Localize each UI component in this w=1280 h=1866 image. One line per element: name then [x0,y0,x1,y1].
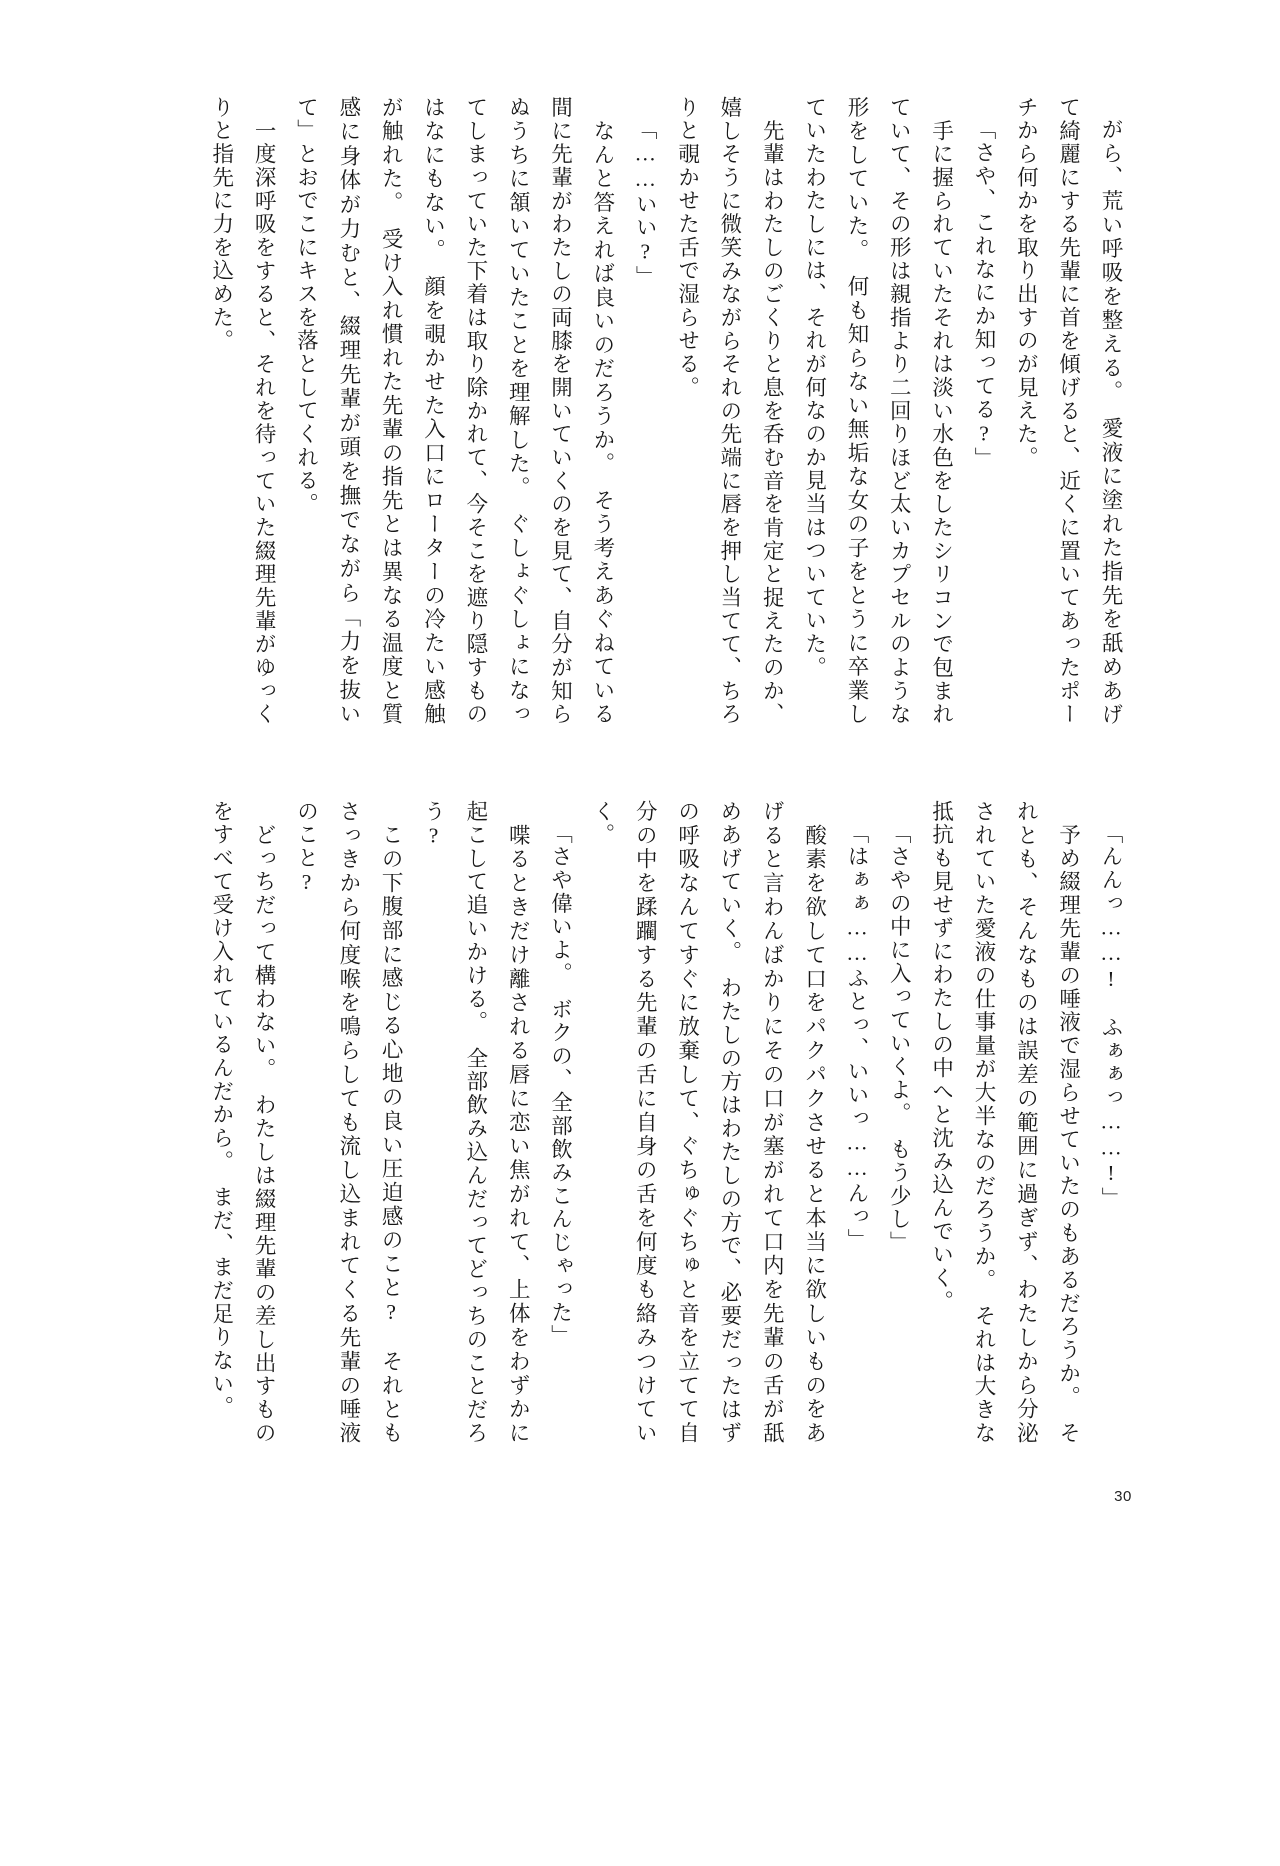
paragraph-dialogue: 「はぁぁ……ふとっ、いいっ……んっ」 [844,821,869,1252]
paragraph-dialogue: 「……いい?」 [633,117,658,289]
paragraph-dialogue: 「さや、これなにか知ってる?」 [971,117,996,470]
lower-text-block [167,800,1132,1445]
paragraph: どっちだって構わない。 わたしは綴理先輩の差し出すものをすべて受け入れているんだから。 まだ、まだ足りない。 [209,800,277,1445]
paragraph: この下腹部に感じる心地の良い圧迫感のこと? それともさっきから何度喉を鳴らしても流し込まれてくる先輩の唾液のこと? [294,800,404,1445]
paragraph-dialogue: 「さや偉いよ。 ボクの、全部飲みこんじゃった」 [548,821,573,1348]
page-number: 30 [1114,1488,1132,1505]
paragraph: 予め綴理先輩の唾液で湿らせていたのもあるだろうか。 それとも、そんなものは誤差の範囲に過ぎず、わたしから分泌されていた愛液の仕事量が大半なのだろうか。 それは大きな抵抗も見せずにわたしの中へと沈み込んでいく。 [929,800,1081,1445]
upper-text-block [167,96,1132,726]
paragraph: 喋るときだけ離される唇に恋い焦がれて、上体をわずかに起こして追いかける。 全部飲み込んだってどっちのことだろう? [421,800,531,1445]
paragraph: 手に握られていたそれは淡い水色をしたシリコンで包まれていて、その形は親指より二回りほど太いカプセルのような形をしていた。 何も知らない無垢な女の子をとうに卒業していたわたしには、それが何なのか見当はついていた。 [802,96,954,726]
paragraph-dialogue: 「さやの中に入っていくよ。 もう少し」 [887,821,912,1254]
paragraph: 酸素を欲して口をパクパクさせると本当に欲しいものをあげると言わんばかりにその口が塞がれて口内を先輩の舌が舐めあげていく。 わたしの方はわたしの方で、必要だったはずの呼吸なんてすぐに放棄して、ぐちゅぐちゅと音を立てて自分の中を蹂躙する先輩の舌に自身の舌を何度も絡みつけていく。 [590,800,827,1445]
paragraph: 先輩はわたしのごくりと息を呑む音を肯定と捉えたのか、嬉しそうに微笑みながらそれの先端に唇を押し当てて、ちろりと覗かせた舌で湿らせる。 [675,96,785,726]
paragraph: がら、荒い呼吸を整える。 愛液に塗れた指先を舐めあげて綺麗にする先輩に首を傾げると、近くに置いてあったポーチから何かを取り出すのが見えた。 [1014,96,1123,726]
paragraph: なんと答えれば良いのだろうか。 そう考えあぐねている間に先輩がわたしの両膝を開いていくのを見て、自分が知らぬうちに頷いていたことを理解した。 ぐしょぐしょになってしまっていた下着は取り除かれて、今そこを遮り隠すものはなにもない。 顔を覗かせた入口にローターの冷たい感触が触れた。 受け入れ慣れた先輩の指先とは異なる温度と質感に身体が力むと、綴理先輩が頭を撫でながら「力を抜いて」とおでこにキスを落としてくれる。 [294,96,615,726]
paragraph-dialogue: 「んんっ……! ふぁぁっ……!」 [1099,821,1123,1210]
paragraph: 一度深呼吸をすると、それを待っていた綴理先輩がゆっくりと指先に力を込めた。 [209,96,277,726]
